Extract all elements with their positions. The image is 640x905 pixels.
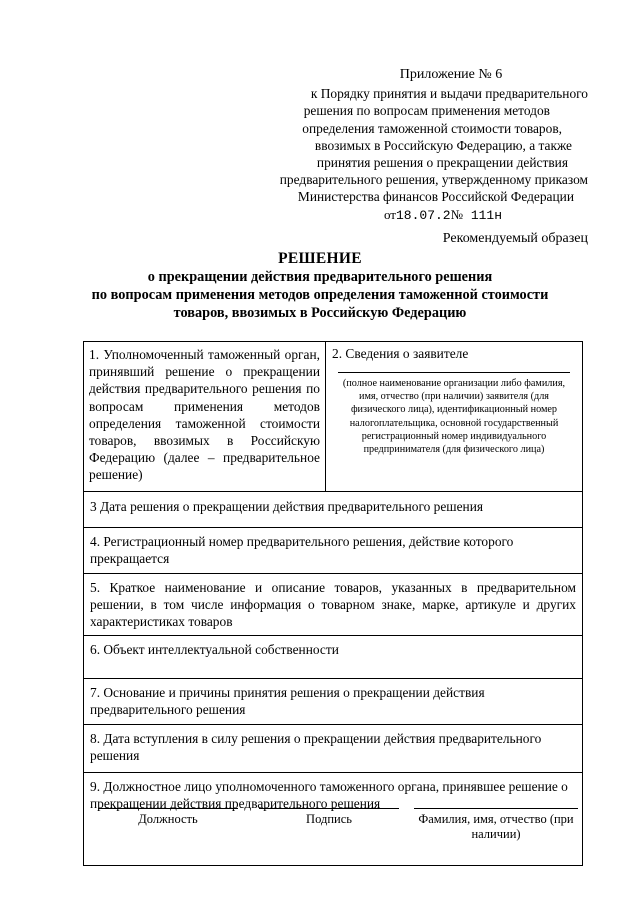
field-3-row[interactable]: [84, 491, 582, 528]
field-9-row[interactable]: [84, 772, 582, 868]
field-9-label: 9. Должностное лицо уполномоченного таможенного органа, принявшее решение о прекращении действия предварительного решения: [90, 779, 568, 811]
position-caption: Должность: [138, 812, 198, 826]
field-2-label: 2. Сведения о заявителе: [332, 346, 469, 361]
signature-caption: Подпись: [306, 812, 352, 826]
form-top-row: [84, 342, 582, 491]
full-name-field[interactable]: [414, 808, 578, 842]
field-7-row[interactable]: [84, 678, 582, 725]
order-date: 18.07.2: [395, 207, 451, 223]
document-subtitle-line: товаров, ввозимых в Российскую Федерацию: [173, 305, 467, 321]
field-2-note: (полное наименование организации либо фамилия, имя, отчество (при наличии) заявителя (для физического лица), идентификационный номер налогоплательщика, основной государственный регистрационный номер индивидуального предпринимателя (для физического лица): [342, 378, 566, 456]
number-prefix: №: [450, 206, 463, 222]
field-8-row[interactable]: [84, 724, 582, 773]
field-4-label: 4. Регистрационный номер предварительного решения, действие которого прекращается: [90, 534, 514, 566]
document-title: РЕШЕНИЕ: [278, 250, 362, 267]
appendix-line: принятия решения о прекращении действия: [316, 155, 568, 171]
field-5-label: 5. Краткое наименование и описание товаров, указанных в предварительном решении, в том числе информация о товарном знаке, марке, артикуле и других характеристиках товаров: [90, 580, 576, 629]
field-6-label: 6. Объект интеллектуальной собственности: [90, 642, 339, 657]
signature-line[interactable]: [259, 808, 399, 809]
document-subtitle-line: о прекращении действия предварительного решения: [147, 269, 493, 285]
field-1-customs-authority[interactable]: 1. Уполномоченный таможенный орган, принявший решение о прекращении действия предварительного решения по вопросам применения методов определения таможенной стоимости товаров, ввозимых в Российскую Федерацию (далее – предварительное решение): [84, 342, 326, 491]
field-3-label: 3 Дата решения о прекращении действия предварительного решения: [90, 499, 484, 514]
date-prefix: от: [383, 206, 396, 222]
full-name-caption: Фамилия, имя, отчество (при наличии): [418, 812, 574, 841]
appendix-header: [228, 66, 588, 224]
field-5-row[interactable]: [84, 573, 582, 636]
document-heading: [60, 250, 580, 322]
position-line[interactable]: [98, 808, 238, 809]
decision-form: [83, 341, 583, 866]
appendix-title: Приложение № 6: [399, 67, 503, 82]
signature-field[interactable]: [259, 808, 399, 827]
field-7-label: 7. Основание и причины принятия решения о прекращении действия предварительного решения: [90, 685, 485, 717]
appendix-date-line: [228, 206, 588, 224]
appendix-line: предварительного решения, утвержденному приказом: [279, 172, 588, 188]
document-subtitle-line: по вопросам применения методов определения таможенной стоимости: [91, 287, 549, 303]
order-number: 111н: [470, 207, 503, 223]
appendix-line: Министерства финансов Российской Федерации: [297, 189, 574, 205]
sample-label: Рекомендуемый образец: [442, 231, 588, 246]
appendix-line: решения по вопросам применения методов: [303, 103, 550, 119]
signature-area: [84, 808, 582, 868]
appendix-line: ввозимых в Российскую Федерацию, а также: [314, 137, 572, 153]
position-field[interactable]: [98, 808, 238, 827]
field-4-row[interactable]: [84, 527, 582, 574]
field-6-row[interactable]: [84, 635, 582, 679]
appendix-line: к Порядку принятия и выдачи предварительного: [310, 86, 588, 102]
applicant-input-line[interactable]: [338, 372, 570, 373]
field-2-applicant[interactable]: [326, 342, 582, 495]
appendix-line: определения таможенной стоимости товаров,: [302, 120, 562, 136]
field-8-label: 8. Дата вступления в силу решения о прекращении действия предварительного решения: [90, 731, 542, 763]
full-name-line[interactable]: [414, 808, 578, 809]
